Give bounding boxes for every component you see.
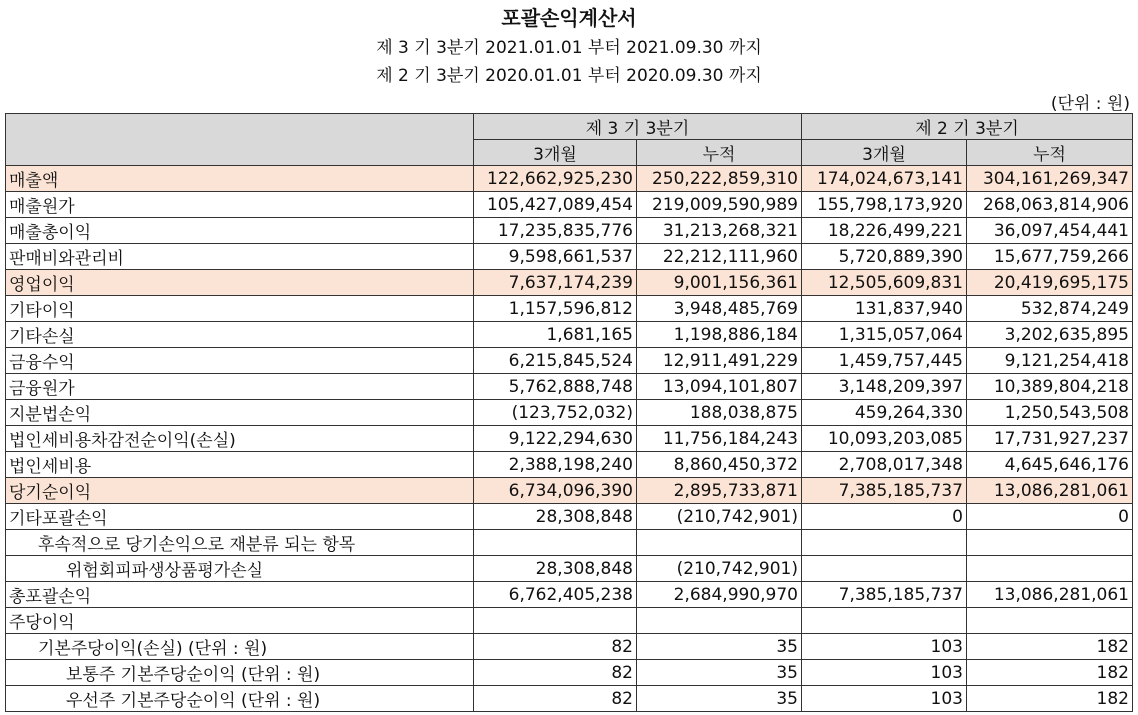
table-row — [6, 608, 1133, 634]
table-row — [6, 452, 1133, 478]
header-prior-period: 제 2 기 3분기 — [802, 114, 1133, 140]
cell-prior-cum: 182 — [967, 634, 1133, 660]
cell-current-cum: 3,948,485,769 — [637, 296, 802, 322]
cell-current-cum: (210,742,901) — [637, 504, 802, 530]
cell-current-3m: 1,681,165 — [474, 322, 637, 348]
cell-prior-3m: 7,385,185,737 — [802, 582, 967, 608]
cell-current-3m — [474, 530, 637, 556]
cell-current-cum: 11,756,184,243 — [637, 426, 802, 452]
cell-prior-3m: 18,226,499,221 — [802, 218, 967, 244]
cell-prior-3m: 5,720,889,390 — [802, 244, 967, 270]
table-row — [6, 686, 1133, 712]
cell-current-3m: 82 — [474, 686, 637, 712]
cell-prior-cum: 304,161,269,347 — [967, 166, 1133, 192]
row-label: 매출총이익 — [6, 218, 474, 244]
table-row — [6, 296, 1133, 322]
cell-prior-3m: 459,264,330 — [802, 400, 967, 426]
cell-prior-3m: 103 — [802, 660, 967, 686]
cell-current-cum: 2,684,990,970 — [637, 582, 802, 608]
cell-prior-cum: 0 — [967, 504, 1133, 530]
cell-prior-cum: 182 — [967, 660, 1133, 686]
cell-current-3m: 5,762,888,748 — [474, 374, 637, 400]
cell-current-cum: 9,001,156,361 — [637, 270, 802, 296]
row-label: 판매비와관리비 — [6, 244, 474, 270]
header-account — [6, 114, 474, 166]
cell-current-cum: 35 — [637, 634, 802, 660]
cell-prior-3m: 155,798,173,920 — [802, 192, 967, 218]
cell-prior-3m: 174,024,673,141 — [802, 166, 967, 192]
cell-prior-cum: 182 — [967, 686, 1133, 712]
cell-current-3m: 1,157,596,812 — [474, 296, 637, 322]
cell-current-cum: 1,198,886,184 — [637, 322, 802, 348]
header-current-period: 제 3 기 3분기 — [474, 114, 802, 140]
cell-prior-cum: 36,097,454,441 — [967, 218, 1133, 244]
cell-prior-3m: 103 — [802, 634, 967, 660]
cell-prior-3m — [802, 608, 967, 634]
table-row — [6, 478, 1133, 504]
period-prior: 제 2 기 3분기 2020.01.01 부터 2020.09.30 까지 — [376, 66, 762, 86]
cell-current-3m: (123,752,032) — [474, 400, 637, 426]
header-current-cum: 누적 — [637, 140, 802, 166]
cell-prior-cum — [967, 530, 1133, 556]
table-row — [6, 348, 1133, 374]
cell-prior-cum — [967, 608, 1133, 634]
cell-current-3m: 6,215,845,524 — [474, 348, 637, 374]
cell-prior-3m: 2,708,017,348 — [802, 452, 967, 478]
cell-current-cum: 188,038,875 — [637, 400, 802, 426]
cell-prior-3m — [802, 530, 967, 556]
cell-prior-3m: 1,459,757,445 — [802, 348, 967, 374]
row-label: 위험회피파생상품평가손실 — [6, 556, 474, 582]
cell-prior-cum: 10,389,804,218 — [967, 374, 1133, 400]
row-label: 매출원가 — [6, 192, 474, 218]
row-label: 금융수익 — [6, 348, 474, 374]
table-row — [6, 426, 1133, 452]
cell-prior-cum: 13,086,281,061 — [967, 582, 1133, 608]
row-label: 영업이익 — [6, 270, 474, 296]
cell-current-cum — [637, 608, 802, 634]
cell-current-cum: 13,094,101,807 — [637, 374, 802, 400]
cell-current-3m: 82 — [474, 634, 637, 660]
row-label: 법인세비용 — [6, 452, 474, 478]
cell-prior-cum: 4,645,646,176 — [967, 452, 1133, 478]
cell-current-3m: 9,122,294,630 — [474, 426, 637, 452]
cell-current-3m: 6,734,096,390 — [474, 478, 637, 504]
cell-prior-cum: 13,086,281,061 — [967, 478, 1133, 504]
cell-prior-cum: 20,419,695,175 — [967, 270, 1133, 296]
cell-prior-3m: 1,315,057,064 — [802, 322, 967, 348]
cell-prior-3m — [802, 556, 967, 582]
cell-prior-3m: 131,837,940 — [802, 296, 967, 322]
table-row — [6, 634, 1133, 660]
cell-prior-cum: 9,121,254,418 — [967, 348, 1133, 374]
row-label: 주당이익 — [6, 608, 474, 634]
cell-current-3m: 9,598,661,537 — [474, 244, 637, 270]
unit-label: (단위 : 원) — [1050, 94, 1130, 114]
cell-prior-cum: 532,874,249 — [967, 296, 1133, 322]
table-row — [6, 166, 1133, 192]
table-row — [6, 660, 1133, 686]
cell-prior-cum: 3,202,635,895 — [967, 322, 1133, 348]
table-row — [6, 244, 1133, 270]
cell-current-cum: (210,742,901) — [637, 556, 802, 582]
row-label: 법인세비용차감전순이익(손실) — [6, 426, 474, 452]
header-current-3m: 3개월 — [474, 140, 637, 166]
cell-current-cum: 35 — [637, 686, 802, 712]
cell-prior-3m: 0 — [802, 504, 967, 530]
table-row — [6, 374, 1133, 400]
cell-current-3m: 17,235,835,776 — [474, 218, 637, 244]
cell-current-cum: 31,213,268,321 — [637, 218, 802, 244]
row-label: 우선주 기본주당순이익 (단위 : 원) — [6, 686, 474, 712]
cell-current-3m: 82 — [474, 660, 637, 686]
cell-prior-3m: 12,505,609,831 — [802, 270, 967, 296]
header-prior-cum: 누적 — [967, 140, 1133, 166]
header-row-period — [6, 114, 1133, 140]
cell-current-3m: 28,308,848 — [474, 504, 637, 530]
cell-prior-3m: 10,093,203,085 — [802, 426, 967, 452]
cell-current-3m: 28,308,848 — [474, 556, 637, 582]
cell-current-3m: 105,427,089,454 — [474, 192, 637, 218]
cell-prior-cum: 17,731,927,237 — [967, 426, 1133, 452]
table-row — [6, 556, 1133, 582]
table-row — [6, 400, 1133, 426]
cell-prior-cum: 1,250,543,508 — [967, 400, 1133, 426]
cell-prior-cum: 15,677,759,266 — [967, 244, 1133, 270]
cell-current-3m: 6,762,405,238 — [474, 582, 637, 608]
cell-current-cum: 12,911,491,229 — [637, 348, 802, 374]
statement-title: 포괄손익계산서 — [501, 6, 637, 30]
row-label: 기타이익 — [6, 296, 474, 322]
row-label: 금융원가 — [6, 374, 474, 400]
cell-current-cum: 250,222,859,310 — [637, 166, 802, 192]
row-label: 지분법손익 — [6, 400, 474, 426]
cell-current-3m: 2,388,198,240 — [474, 452, 637, 478]
table-row — [6, 530, 1133, 556]
cell-current-cum: 2,895,733,871 — [637, 478, 802, 504]
cell-current-cum: 35 — [637, 660, 802, 686]
table-row — [6, 504, 1133, 530]
cell-prior-3m: 103 — [802, 686, 967, 712]
cell-prior-cum — [967, 556, 1133, 582]
table-row — [6, 218, 1133, 244]
cell-current-3m: 122,662,925,230 — [474, 166, 637, 192]
cell-current-cum: 219,009,590,989 — [637, 192, 802, 218]
row-label: 당기순이익 — [6, 478, 474, 504]
row-label: 기본주당이익(손실) (단위 : 원) — [6, 634, 474, 660]
row-label: 기타손실 — [6, 322, 474, 348]
cell-current-cum: 8,860,450,372 — [637, 452, 802, 478]
table-row — [6, 322, 1133, 348]
period-current: 제 3 기 3분기 2021.01.01 부터 2021.09.30 까지 — [376, 38, 762, 58]
cell-current-3m: 7,637,174,239 — [474, 270, 637, 296]
cell-current-3m — [474, 608, 637, 634]
cell-prior-cum: 268,063,814,906 — [967, 192, 1133, 218]
row-label: 총포괄손익 — [6, 582, 474, 608]
header-prior-3m: 3개월 — [802, 140, 967, 166]
row-label: 후속적으로 당기손익으로 재분류 되는 항목 — [6, 530, 474, 556]
table-row — [6, 270, 1133, 296]
cell-prior-3m: 7,385,185,737 — [802, 478, 967, 504]
cell-current-cum — [637, 530, 802, 556]
table-row — [6, 582, 1133, 608]
income-statement-table — [5, 113, 1133, 712]
table-row — [6, 192, 1133, 218]
row-label: 보통주 기본주당순이익 (단위 : 원) — [6, 660, 474, 686]
row-label: 기타포괄손익 — [6, 504, 474, 530]
row-label: 매출액 — [6, 166, 474, 192]
cell-prior-3m: 3,148,209,397 — [802, 374, 967, 400]
cell-current-cum: 22,212,111,960 — [637, 244, 802, 270]
